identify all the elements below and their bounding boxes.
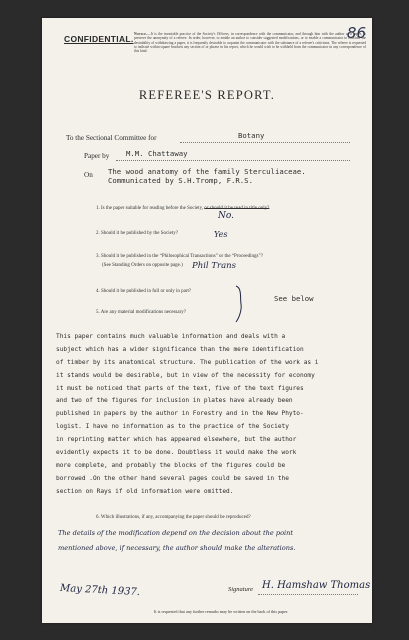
question-4: 4. Should it be published in full or only in part? <box>96 289 192 294</box>
on-label: On <box>84 171 93 179</box>
signature-label: Signature <box>228 586 254 593</box>
paper-title-line1: The wood anatomy of the family Sterculiaceae. <box>108 167 306 176</box>
footer-note: It is requested that any further remarks may be written on the back of this paper. <box>154 609 289 614</box>
paper-by-dotline <box>116 160 350 161</box>
illustrations-answer-line1: The details of the modification depend on the decision about the point <box>58 529 294 537</box>
notice-label: Notice. <box>134 32 148 36</box>
committee-value: Botany <box>238 131 265 140</box>
body-line: evidently expects it to be done. Doubtless it would make the work <box>56 449 297 457</box>
paper-by-value: M.M. Chattaway <box>126 149 188 158</box>
body-line: section on Rays if old information were omitted. <box>56 487 234 495</box>
paper-title-line2: Communicated by S.H.Tromp, F.R.S. <box>108 176 253 185</box>
body-line: it must be noticed that parts of the text, five of the text figures <box>56 384 304 392</box>
question-2: 2. Should it be published by the Society? <box>96 231 178 236</box>
signature: H. Hamshaw Thomas <box>262 580 371 591</box>
body-line: borrowed .On the other hand several pages could be saved in the <box>56 474 289 482</box>
report-title: REFEREE'S REPORT. <box>138 88 276 102</box>
question-5: 5. Are any material modifications necessary? <box>96 310 186 315</box>
body-line: in reprinting matter which has appeared elsewhere, but the author <box>56 436 297 444</box>
answer-2: Yes <box>214 230 228 239</box>
notice-text: —It is the invariable practice of the Society's Officers, in correspondence with the communicator, and through him with the author of a paper, to preserve the anonymity of a referee. In order, however, to enable an author to consider suggested modifications, or to enable a communicator to consider the desirability of withdrawing a paper, it is frequently desirable to acquaint the communicator with the substance of a referee's criticisms. The referee is requested to indicate within square brackets any section of or phrase in his report, which he would wish to be withheld from the communicator in any correspondence of this kind. <box>134 32 366 54</box>
report-date: May 27th 1937. <box>59 582 141 599</box>
question-1-struck: or should it be read in title only? <box>204 206 270 211</box>
question-1 <box>96 206 269 212</box>
page-number: 86 <box>346 24 366 42</box>
body-line: subject which has a wider significance than the mere identification <box>56 345 304 353</box>
answer-1: No. <box>218 211 234 221</box>
confidentiality-notice <box>134 32 366 53</box>
answer-4-5: See below <box>274 294 314 303</box>
body-line: logist. I have no information as to the practice of the Society <box>56 423 289 431</box>
question-3: 3. Should it be published in the “Philosophical Transactions” or the “Proceedings”? <box>96 254 263 259</box>
signature-dotline <box>258 594 358 595</box>
body-line: published in papers by the author in Forestry and in the New Phyto- <box>56 410 304 418</box>
question-3-note: (See Standing Orders on opposite page.) <box>102 263 183 268</box>
handwritten-brace <box>234 284 246 324</box>
committee-dotline <box>180 142 350 143</box>
paper-by-label: Paper by <box>84 152 110 160</box>
body-line: This paper contains much valuable information and deals with a <box>56 333 286 340</box>
confidential-heading: CONFIDENTIAL. <box>64 34 134 44</box>
body-line: more complete, and probably the blocks of the figures could be <box>56 461 286 469</box>
body-line: of timber by its anatomical structure. The publication of the work as i <box>56 358 319 366</box>
report-sheet <box>42 18 372 623</box>
answer-3: Phil Trans <box>192 261 236 271</box>
illustrations-answer-line2: mentioned above, if necessary, the author should make the alterations. <box>58 544 296 552</box>
report-body <box>56 331 371 499</box>
question-1-text: 1. Is the paper suitable for reading before the Society, <box>96 206 205 211</box>
body-line: and two of the figures for inclusion in plates have already been <box>56 397 293 405</box>
body-line: it stands would be desirable, but in view of the necessity for economy <box>56 371 315 379</box>
committee-label: To the Sectional Committee for <box>66 134 157 142</box>
question-6: 6. Which illustrations, if any, accompanying the paper should be reproduced? <box>96 515 251 520</box>
